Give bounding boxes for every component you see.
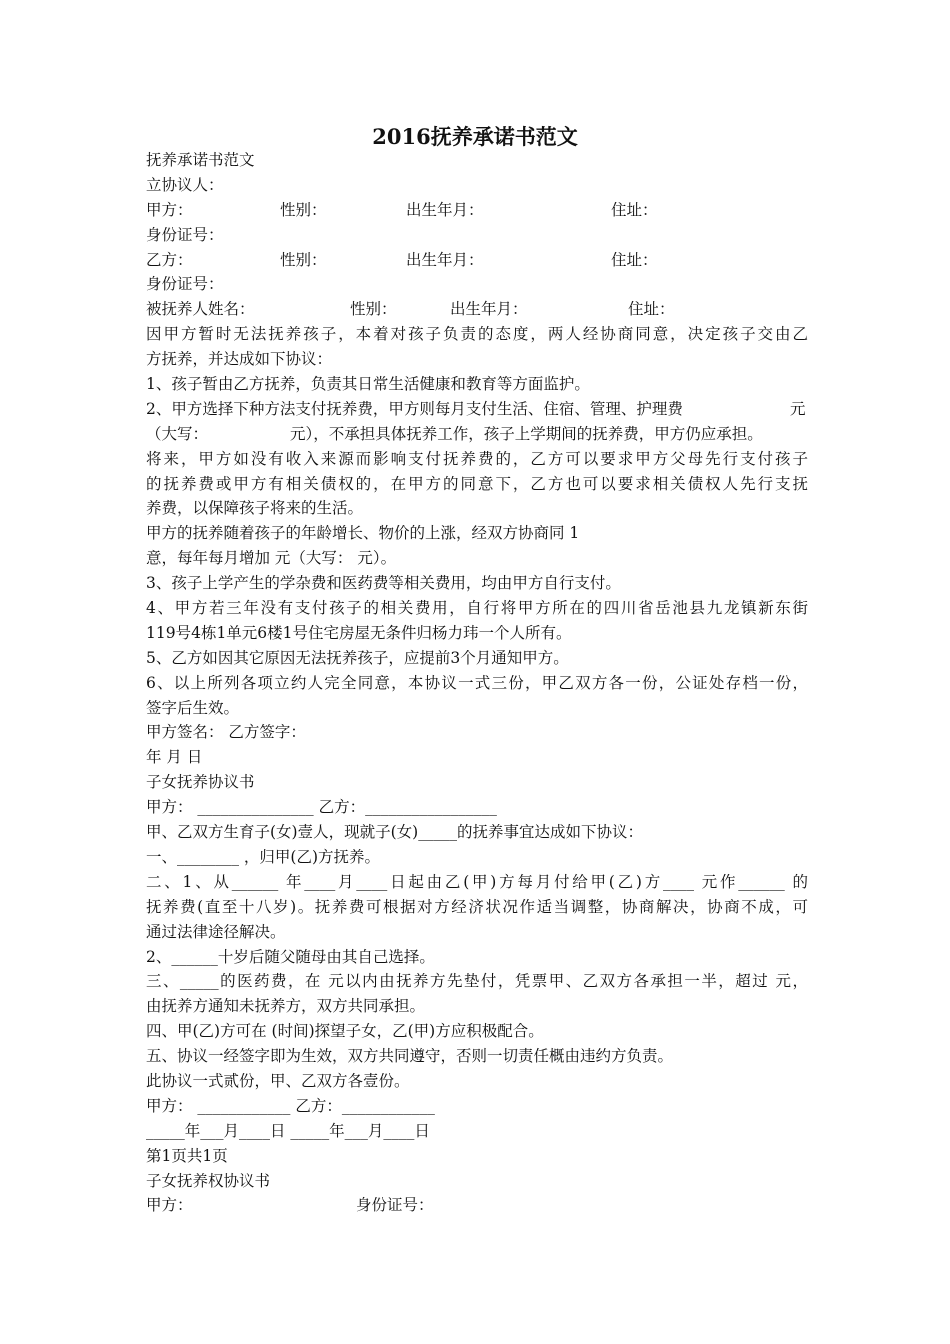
id-number-label: 身份证号：	[356, 1196, 434, 1215]
party-b-gender-label: 性别：	[280, 250, 327, 269]
section-heading: 子女抚养协议书	[146, 773, 255, 792]
clause-2-capital-line	[146, 422, 808, 447]
article-1: 一、________ ，归甲(乙)方抚养。	[146, 847, 381, 866]
paragraph-line: 甲方的抚养随着孩子的年龄增长、物价的上涨，经双方协商同 1	[146, 524, 580, 543]
clause-2-continuation: 元），不承担具体抚养工作，孩子上学期间的抚养费，甲方仍应承担。	[290, 424, 763, 443]
dependent-gender-label: 性别：	[350, 300, 397, 319]
clause-2-text: 2、甲方选择下种方法支付抚养费，甲方则每月支付生活、住宿、管理、护理费	[146, 399, 683, 418]
clause-2-unit: 元	[790, 399, 806, 418]
paragraph-line: 甲、乙双方生育子(女)壹人，现就子(女)_____的抚养事宜达成如下协议：	[146, 823, 643, 842]
party-a-address-label: 住址：	[611, 200, 658, 219]
parties-heading: 立协议人：	[146, 175, 224, 194]
party-a-info-row	[146, 198, 808, 223]
clause-5: 5、乙方如因其它原因无法抚养孩子，应提前3个月通知甲方。	[146, 648, 569, 667]
party-a-label: 甲方：	[146, 200, 193, 219]
clause-1: 1、孩子暂由乙方抚养，负责其日常生活健康和教育等方面监护。	[146, 375, 590, 394]
dependent-info-row	[146, 297, 808, 322]
article-2-line: 通过法律途径解决。	[146, 922, 286, 941]
article-2-line: 抚养费(直至十八岁)。抚养费可根据对方经济状况作适当调整，协商解决，协商不成，可	[146, 897, 808, 916]
article-2-sub: 2、______十岁后随父随母由其自己选择。	[146, 947, 435, 966]
paragraph-line: 此协议一式贰份，甲、乙双方各壹份。	[146, 1071, 410, 1090]
document-body	[146, 148, 808, 1218]
dependent-address-label: 住址：	[628, 300, 675, 319]
party-a-id-row	[146, 1193, 808, 1218]
subtitle-line: 抚养承诺书范文	[146, 151, 255, 169]
paragraph-line: 养费，以保障孩子将来的生活。	[146, 499, 364, 518]
party-a-label: 甲方：	[146, 1196, 193, 1215]
paragraph-line: 将来，甲方如没有收入来源而影响支付抚养费的，乙方可以要求甲方父母先行支付孩子	[146, 449, 808, 468]
party-b-info-row	[146, 248, 808, 273]
article-4: 四、甲(乙)方可在 (时间)探望子女，乙(甲)方应积极配合。	[146, 1022, 544, 1041]
signature-line: 甲方签名： 乙方签字：	[146, 723, 306, 742]
paragraph-line: 的抚养费或甲方有相关债权的，在甲方的同意下，乙方也可以要求相关债权人先行支抚	[146, 474, 808, 493]
dependent-birth-label: 出生年月：	[450, 300, 528, 319]
capital-amount-label: （大写：	[146, 424, 209, 443]
party-b-birth-label: 出生年月：	[406, 250, 484, 269]
date-line: 年 月 日	[146, 748, 203, 767]
date-blank-line: _____年___月____日 _____年___月____日	[146, 1121, 430, 1140]
party-a-id-label: 身份证号：	[146, 225, 224, 244]
article-3-line: 由抚养方通知未抚养方，双方共同承担。	[146, 997, 426, 1016]
clause-3: 3、孩子上学产生的学杂费和医药费等相关费用，均由甲方自行支付。	[146, 574, 621, 593]
article-2-line: 二、1、从______ 年____月____日起由乙(甲)方每月付给甲(乙)方____ 元作______ 的	[146, 872, 808, 891]
article-5: 五、协议一经签字即为生效，双方共同遵守，否则一切责任概由违约方负责。	[146, 1047, 674, 1066]
document-title: 2016抚养承诺书范文	[372, 124, 578, 149]
paragraph-line: 方抚养，并达成如下协议：	[146, 350, 333, 369]
parties-blank-line: 甲方： _______________ 乙方：_________________	[146, 798, 497, 817]
party-b-id-label: 身份证号：	[146, 275, 224, 294]
section-heading: 子女抚养权协议书	[146, 1171, 271, 1190]
party-a-gender-label: 性别：	[280, 200, 327, 219]
clause-6-line: 签字后生效。	[146, 698, 240, 717]
article-3-line: 三、_____的医药费，在 元以内由抚养方先垫付，凭票甲、乙双方各承担一半，超过 元，	[146, 972, 808, 991]
clause-4-line: 4、甲方若三年没有支付孩子的相关费用，自行将甲方所在的四川省岳池县九龙镇新东街	[146, 599, 808, 618]
clause-6-line: 6、以上所列各项立约人完全同意，本协议一式三份，甲乙双方各一份，公证处存档一份，	[146, 673, 808, 692]
signature-blank-line: 甲方： ____________ 乙方：____________	[146, 1096, 435, 1115]
party-a-birth-label: 出生年月：	[406, 200, 484, 219]
paragraph-line: 意，每年每月增加 元（大写： 元）。	[146, 549, 397, 568]
clause-4-line: 119号4栋1单元6楼1号住宅房屋无条件归杨力玮一个人所有。	[146, 623, 572, 642]
clause-2-line	[146, 397, 808, 422]
paragraph-line: 因甲方暂时无法抚养孩子，本着对孩子负责的态度，两人经协商同意，决定孩子交由乙	[146, 325, 808, 344]
page-number: 第1页共1页	[146, 1146, 228, 1165]
party-b-address-label: 住址：	[611, 250, 658, 269]
party-b-label: 乙方：	[146, 250, 193, 269]
dependent-name-label: 被抚养人姓名：	[146, 300, 255, 319]
